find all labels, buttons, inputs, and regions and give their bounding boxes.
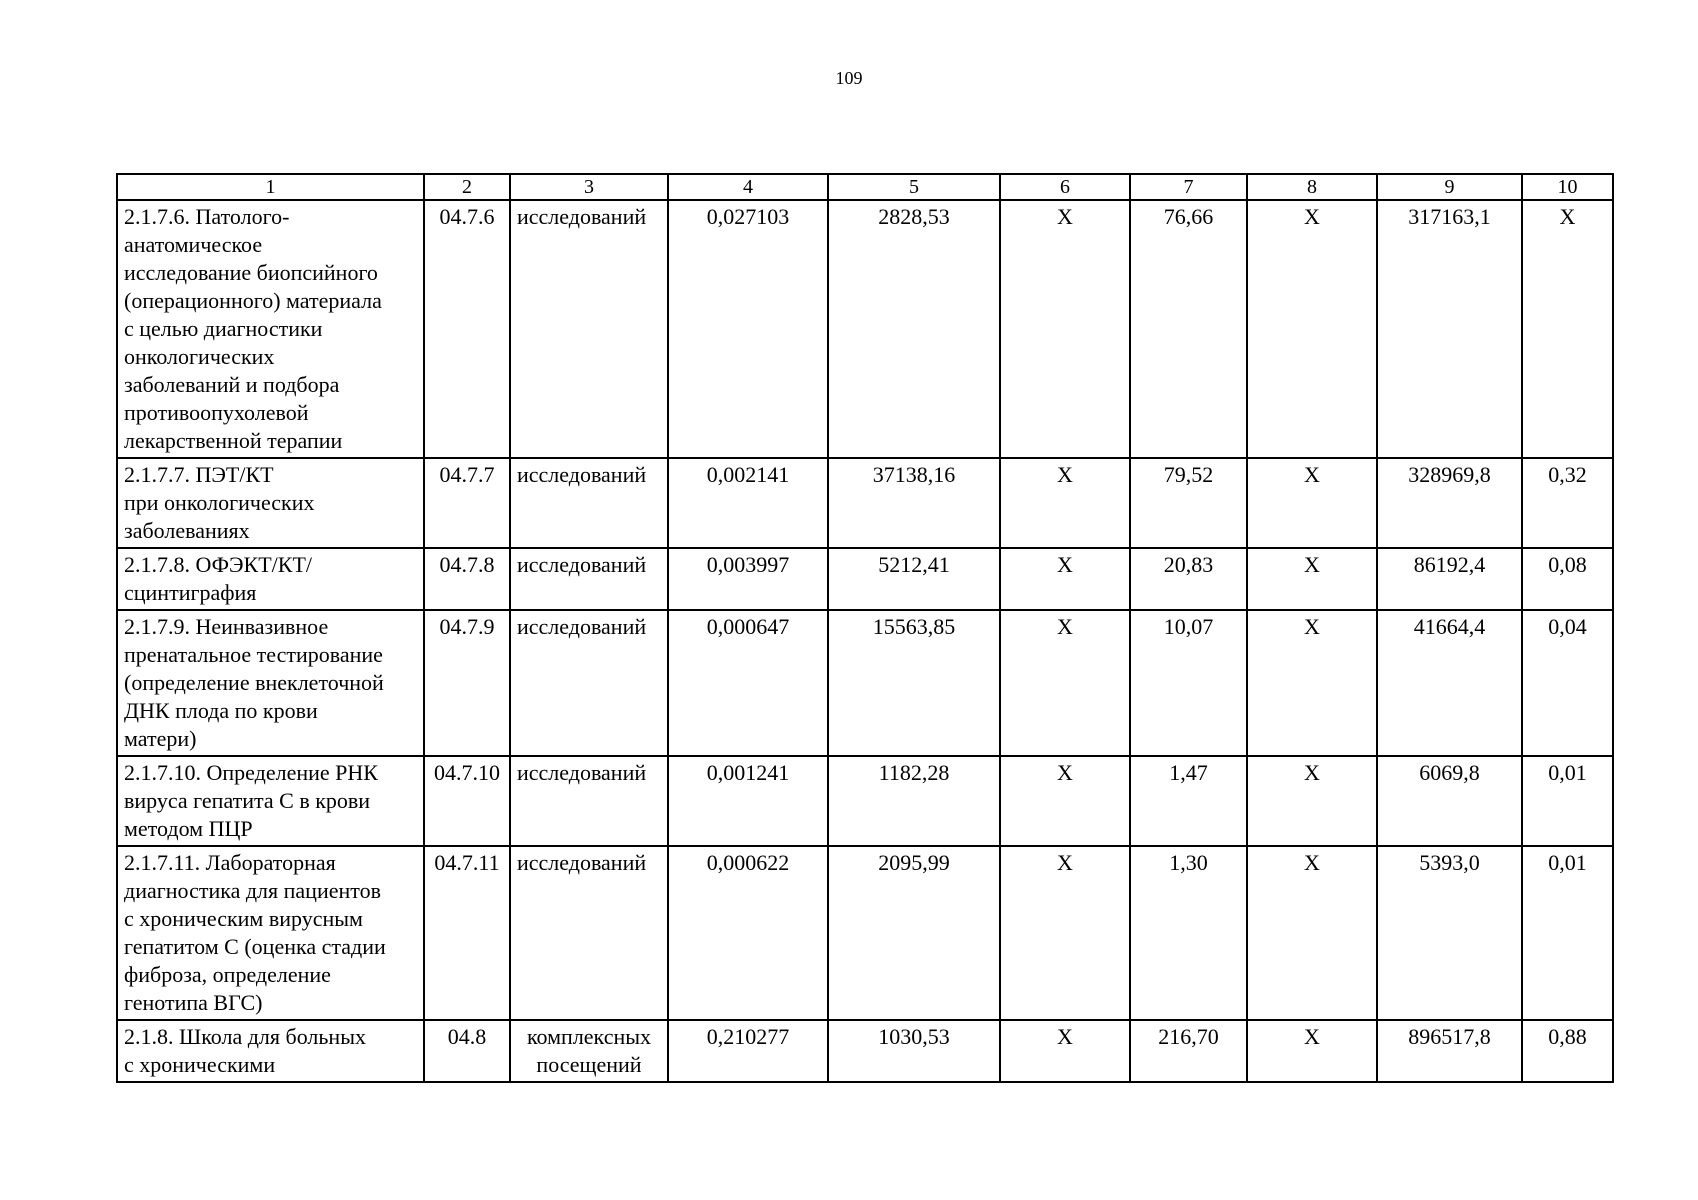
service-name-cell: 2.1.7.9. Неинвазивное пренатальное тестирование (определение внеклеточной ДНК плода по крови матери) [117,610,424,756]
norm-cell: 0,001241 [668,756,828,846]
column-6-cell: Х [1000,1020,1130,1082]
cost-cell: 1182,28 [828,756,1000,846]
column-8-cell: Х [1247,548,1377,610]
code-cell: 04.7.9 [424,610,510,756]
unit-cell: исследований [510,846,668,1020]
column-7-cell: 1,30 [1130,846,1247,1020]
column-header: 1 [117,174,424,200]
service-name-cell: 2.1.7.11. Лабораторная диагностика для пациентов с хроническим вирусным гепатитом С (оценка стадии фиброза, определение генотипа ВГС) [117,846,424,1020]
unit-cell: комплексных посещений [510,1020,668,1082]
column-10-cell: 0,01 [1522,756,1613,846]
service-name-cell: 2.1.7.6. Патолого- анатомическое исследование биопсийного (операционного) материала с целью диагностики онкологических заболеваний и подбора противоопухолевой лекарственной терапии [117,200,424,458]
column-8-cell: Х [1247,200,1377,458]
cost-cell: 2828,53 [828,200,1000,458]
column-9-cell: 5393,0 [1377,846,1522,1020]
column-header: 4 [668,174,828,200]
column-10-cell: 0,88 [1522,1020,1613,1082]
column-6-cell: Х [1000,756,1130,846]
service-name-cell: 2.1.7.10. Определение РНК вируса гепатита С в крови методом ПЦР [117,756,424,846]
column-header: 6 [1000,174,1130,200]
column-header: 8 [1247,174,1377,200]
cost-cell: 5212,41 [828,548,1000,610]
page-number: 109 [835,68,863,88]
column-10-cell: 0,04 [1522,610,1613,756]
norm-cell: 0,002141 [668,458,828,548]
table-row [117,610,1613,756]
column-7-cell: 10,07 [1130,610,1247,756]
unit-cell: исследований [510,200,668,458]
table-row [117,846,1613,1020]
service-name-cell: 2.1.7.7. ПЭТ/КТ при онкологических заболеваниях [117,458,424,548]
column-10-cell: 0,08 [1522,548,1613,610]
column-7-cell: 20,83 [1130,548,1247,610]
column-header: 5 [828,174,1000,200]
unit-cell: исследований [510,458,668,548]
column-9-cell: 896517,8 [1377,1020,1522,1082]
column-8-cell: Х [1247,458,1377,548]
column-6-cell: Х [1000,846,1130,1020]
code-cell: 04.8 [424,1020,510,1082]
norm-cell: 0,210277 [668,1020,828,1082]
norm-cell: 0,027103 [668,200,828,458]
column-9-cell: 6069,8 [1377,756,1522,846]
column-6-cell: Х [1000,200,1130,458]
unit-cell: исследований [510,610,668,756]
cost-cell: 1030,53 [828,1020,1000,1082]
column-6-cell: Х [1000,548,1130,610]
table-row [117,548,1613,610]
code-cell: 04.7.8 [424,548,510,610]
code-cell: 04.7.7 [424,458,510,548]
service-name-cell: 2.1.7.8. ОФЭКТ/КТ/ сцинтиграфия [117,548,424,610]
column-8-cell: Х [1247,610,1377,756]
table-row [117,458,1613,548]
data-table [116,173,1614,1083]
column-8-cell: Х [1247,756,1377,846]
column-10-cell: 0,01 [1522,846,1613,1020]
column-8-cell: Х [1247,846,1377,1020]
cost-cell: 37138,16 [828,458,1000,548]
column-10-cell: Х [1522,200,1613,458]
column-7-cell: 79,52 [1130,458,1247,548]
column-6-cell: Х [1000,610,1130,756]
column-header: 9 [1377,174,1522,200]
norm-cell: 0,000647 [668,610,828,756]
table-row [117,200,1613,458]
service-name-cell: 2.1.8. Школа для больных с хроническими [117,1020,424,1082]
table-row [117,756,1613,846]
column-8-cell: Х [1247,1020,1377,1082]
column-6-cell: Х [1000,458,1130,548]
column-7-cell: 76,66 [1130,200,1247,458]
unit-cell: исследований [510,756,668,846]
column-9-cell: 328969,8 [1377,458,1522,548]
column-9-cell: 317163,1 [1377,200,1522,458]
norm-cell: 0,003997 [668,548,828,610]
column-7-cell: 216,70 [1130,1020,1247,1082]
code-cell: 04.7.11 [424,846,510,1020]
column-7-cell: 1,47 [1130,756,1247,846]
column-9-cell: 86192,4 [1377,548,1522,610]
cost-cell: 2095,99 [828,846,1000,1020]
column-header: 7 [1130,174,1247,200]
column-header: 3 [510,174,668,200]
unit-cell: исследований [510,548,668,610]
table-header-row [117,174,1613,200]
column-header: 10 [1522,174,1613,200]
norm-cell: 0,000622 [668,846,828,1020]
code-cell: 04.7.6 [424,200,510,458]
column-9-cell: 41664,4 [1377,610,1522,756]
table-row [117,1020,1613,1082]
column-10-cell: 0,32 [1522,458,1613,548]
code-cell: 04.7.10 [424,756,510,846]
cost-cell: 15563,85 [828,610,1000,756]
column-header: 2 [424,174,510,200]
